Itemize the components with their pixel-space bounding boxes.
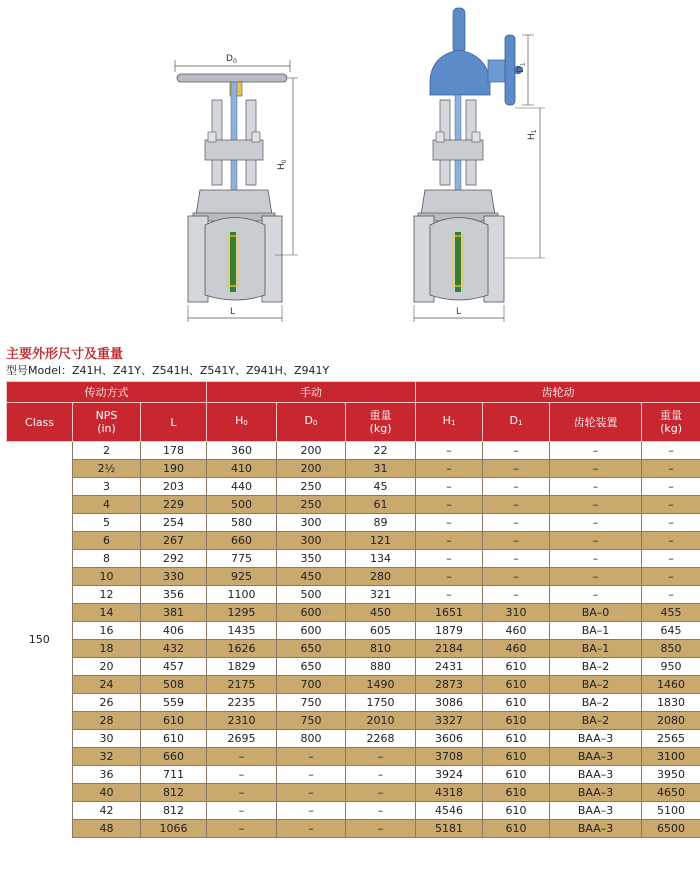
cell-weight-gear: 455 xyxy=(642,604,700,622)
cell-d1: – xyxy=(483,532,550,550)
cell-weight-gear: – xyxy=(642,442,700,460)
cell-weight-manual: 45 xyxy=(346,478,416,496)
cell-d0: – xyxy=(277,784,346,802)
group-header-drive: 传动方式 xyxy=(7,382,207,403)
cell-gear-device: – xyxy=(550,568,642,586)
cell-d0: 600 xyxy=(277,604,346,622)
cell-h1: 4546 xyxy=(416,802,483,820)
cell-l: 508 xyxy=(141,676,207,694)
col-header-d1-letter: D xyxy=(509,414,519,427)
cell-gear-device: BA–2 xyxy=(550,712,642,730)
cell-h1: – xyxy=(416,586,483,604)
cell-h1: 4318 xyxy=(416,784,483,802)
cell-gear-device: BAA–3 xyxy=(550,748,642,766)
cell-h0: 2175 xyxy=(207,676,277,694)
cell-weight-gear: 3950 xyxy=(642,766,700,784)
cell-h1: 2431 xyxy=(416,658,483,676)
col-header-h1-letter: H xyxy=(442,414,451,427)
cell-nps: 18 xyxy=(73,640,141,658)
cell-h1: – xyxy=(416,478,483,496)
cell-h1: 3924 xyxy=(416,766,483,784)
cell-h0: 925 xyxy=(207,568,277,586)
cell-d0: – xyxy=(277,766,346,784)
cell-l: 559 xyxy=(141,694,207,712)
cell-weight-manual: 22 xyxy=(346,442,416,460)
table-row xyxy=(7,640,700,658)
table-row xyxy=(7,496,700,514)
manual-valve-drawing xyxy=(175,54,298,322)
cell-h0: 660 xyxy=(207,532,277,550)
cell-weight-gear: 950 xyxy=(642,658,700,676)
cell-d0: 650 xyxy=(277,658,346,676)
cell-weight-manual: – xyxy=(346,802,416,820)
cell-d1: – xyxy=(483,550,550,568)
cell-weight-manual: 880 xyxy=(346,658,416,676)
cell-h1: – xyxy=(416,514,483,532)
cell-d1: 610 xyxy=(483,820,550,838)
cell-gear-device: BAA–3 xyxy=(550,730,642,748)
cell-h0: 1295 xyxy=(207,604,277,622)
table-row xyxy=(7,784,700,802)
cell-l: 660 xyxy=(141,748,207,766)
table-row xyxy=(7,820,700,838)
cell-d1: 610 xyxy=(483,784,550,802)
cell-h1: 1879 xyxy=(416,622,483,640)
cell-nps: 5 xyxy=(73,514,141,532)
cell-h0: 440 xyxy=(207,478,277,496)
table-row xyxy=(7,676,700,694)
table-row xyxy=(7,550,700,568)
cell-weight-manual: – xyxy=(346,784,416,802)
l-label-gear: L xyxy=(456,307,462,317)
cell-d1: 610 xyxy=(483,694,550,712)
cell-h1: – xyxy=(416,568,483,586)
cell-l: 254 xyxy=(141,514,207,532)
cell-nps: 8 xyxy=(73,550,141,568)
cell-nps: 16 xyxy=(73,622,141,640)
cell-h0: – xyxy=(207,802,277,820)
cell-gear-device: – xyxy=(550,496,642,514)
cell-nps: 40 xyxy=(73,784,141,802)
cell-d1: – xyxy=(483,568,550,586)
cell-weight-gear: – xyxy=(642,460,700,478)
cell-nps: 36 xyxy=(73,766,141,784)
h1-label: $H_1$ xyxy=(527,129,538,140)
cell-h0: 1626 xyxy=(207,640,277,658)
table-row xyxy=(7,604,700,622)
cell-nps: 48 xyxy=(73,820,141,838)
col-header-class: Class xyxy=(7,403,73,442)
table-body xyxy=(7,442,700,838)
col-header-weight-label: 重量 xyxy=(369,409,392,422)
cell-h1: – xyxy=(416,532,483,550)
cell-nps: 32 xyxy=(73,748,141,766)
col-header-h0-sub: 0 xyxy=(243,419,248,427)
section-title: 主要外形尺寸及重量 xyxy=(6,347,124,362)
cell-l: 711 xyxy=(141,766,207,784)
cell-d0: 750 xyxy=(277,694,346,712)
table-row xyxy=(7,478,700,496)
cell-d1: – xyxy=(483,496,550,514)
cell-weight-manual: 31 xyxy=(346,460,416,478)
cell-weight-gear: – xyxy=(642,514,700,532)
cell-gear-device: BAA–3 xyxy=(550,820,642,838)
cell-h1: – xyxy=(416,442,483,460)
cell-weight-gear: 4650 xyxy=(642,784,700,802)
table-row xyxy=(7,694,700,712)
cell-h1: 2184 xyxy=(416,640,483,658)
cell-d1: – xyxy=(483,442,550,460)
cell-l: 610 xyxy=(141,712,207,730)
cell-l: 1066 xyxy=(141,820,207,838)
cell-h1: 2873 xyxy=(416,676,483,694)
cell-gear-device: BAA–3 xyxy=(550,766,642,784)
cell-weight-gear: 2565 xyxy=(642,730,700,748)
cell-gear-device: – xyxy=(550,586,642,604)
col-header-weight2-unit: (kg) xyxy=(660,422,682,435)
cell-l: 381 xyxy=(141,604,207,622)
cell-gear-device: – xyxy=(550,514,642,532)
cell-h1: 1651 xyxy=(416,604,483,622)
valve-drawings xyxy=(0,0,700,330)
cell-h0: – xyxy=(207,748,277,766)
model-line: 型号Model：Z41H、Z41Y、Z541H、Z541Y、Z941H、Z941Y xyxy=(6,364,330,377)
table-row xyxy=(7,442,700,460)
cell-d0: 250 xyxy=(277,496,346,514)
cell-d1: – xyxy=(483,514,550,532)
cell-gear-device: BA–2 xyxy=(550,676,642,694)
col-header-h1 xyxy=(416,403,483,442)
cell-l: 356 xyxy=(141,586,207,604)
cell-gear-device: – xyxy=(550,550,642,568)
cell-gear-device: BA–2 xyxy=(550,694,642,712)
col-header-h1-sub: 1 xyxy=(450,419,456,427)
cell-weight-manual: 605 xyxy=(346,622,416,640)
cell-h0: 775 xyxy=(207,550,277,568)
cell-h1: – xyxy=(416,550,483,568)
cell-l: 292 xyxy=(141,550,207,568)
col-header-h0-letter: H xyxy=(235,414,244,427)
col-header-d1-sub: 1 xyxy=(518,419,523,427)
cell-weight-gear: – xyxy=(642,568,700,586)
cell-weight-gear: 850 xyxy=(642,640,700,658)
cell-d0: 300 xyxy=(277,532,346,550)
cell-weight-manual: 1490 xyxy=(346,676,416,694)
table-row xyxy=(7,712,700,730)
cell-h1: 3327 xyxy=(416,712,483,730)
table-row xyxy=(7,766,700,784)
cell-d0: – xyxy=(277,802,346,820)
cell-l: 457 xyxy=(141,658,207,676)
cell-d1: 610 xyxy=(483,802,550,820)
cell-l: 267 xyxy=(141,532,207,550)
cell-gear-device: – xyxy=(550,532,642,550)
cell-h1: 3606 xyxy=(416,730,483,748)
col-header-weight-gear xyxy=(642,403,700,442)
cell-l: 432 xyxy=(141,640,207,658)
cell-weight-gear: – xyxy=(642,532,700,550)
d1-label: $D_1$ xyxy=(516,62,527,73)
table-row xyxy=(7,730,700,748)
cell-l: 812 xyxy=(141,784,207,802)
col-header-nps xyxy=(73,403,141,442)
cell-d1: 610 xyxy=(483,748,550,766)
cell-nps: 14 xyxy=(73,604,141,622)
cell-weight-gear: – xyxy=(642,586,700,604)
cell-l: 330 xyxy=(141,568,207,586)
cell-l: 229 xyxy=(141,496,207,514)
cell-gear-device: BA–2 xyxy=(550,658,642,676)
cell-weight-manual: – xyxy=(346,766,416,784)
col-header-d1 xyxy=(483,403,550,442)
cell-l: 406 xyxy=(141,622,207,640)
cell-h0: 580 xyxy=(207,514,277,532)
d0-label: $D_0$ xyxy=(226,54,237,65)
col-header-d0-sub: 0 xyxy=(313,419,318,427)
cell-d1: 610 xyxy=(483,730,550,748)
table-row xyxy=(7,514,700,532)
cell-h0: 2310 xyxy=(207,712,277,730)
cell-weight-manual: 280 xyxy=(346,568,416,586)
table-row xyxy=(7,568,700,586)
cell-d1: 310 xyxy=(483,604,550,622)
cell-nps: 30 xyxy=(73,730,141,748)
cell-weight-gear: 1460 xyxy=(642,676,700,694)
valve-drawings-svg xyxy=(0,0,700,330)
cell-h0: 500 xyxy=(207,496,277,514)
cell-weight-manual: 2268 xyxy=(346,730,416,748)
col-header-nps-unit: (in) xyxy=(97,422,116,435)
cell-d0: 700 xyxy=(277,676,346,694)
cell-d1: – xyxy=(483,478,550,496)
cell-l: 190 xyxy=(141,460,207,478)
cell-weight-manual: 89 xyxy=(346,514,416,532)
cell-d0: 800 xyxy=(277,730,346,748)
cell-weight-manual: 321 xyxy=(346,586,416,604)
col-header-weight2-label: 重量 xyxy=(660,409,683,422)
col-header-nps-label: NPS xyxy=(95,409,118,422)
cell-weight-manual: 121 xyxy=(346,532,416,550)
cell-d1: 460 xyxy=(483,640,550,658)
cell-d1: 610 xyxy=(483,766,550,784)
table-row xyxy=(7,802,700,820)
table-row xyxy=(7,586,700,604)
cell-h0: – xyxy=(207,820,277,838)
cell-l: 203 xyxy=(141,478,207,496)
cell-weight-manual: – xyxy=(346,820,416,838)
cell-nps: 2½ xyxy=(73,460,141,478)
cell-gear-device: BA–1 xyxy=(550,640,642,658)
table-row xyxy=(7,622,700,640)
cell-d0: 300 xyxy=(277,514,346,532)
cell-gear-device: BA–0 xyxy=(550,604,642,622)
cell-nps: 42 xyxy=(73,802,141,820)
cell-d0: – xyxy=(277,748,346,766)
cell-l: 178 xyxy=(141,442,207,460)
cell-gear-device: BA–1 xyxy=(550,622,642,640)
cell-gear-device: – xyxy=(550,478,642,496)
cell-weight-manual: 810 xyxy=(346,640,416,658)
cell-d0: 450 xyxy=(277,568,346,586)
cell-weight-manual: 450 xyxy=(346,604,416,622)
cell-gear-device: – xyxy=(550,460,642,478)
cell-h0: 2695 xyxy=(207,730,277,748)
cell-h1: 5181 xyxy=(416,820,483,838)
table-row xyxy=(7,532,700,550)
cell-l: 610 xyxy=(141,730,207,748)
cell-h0: – xyxy=(207,784,277,802)
cell-gear-device: BAA–3 xyxy=(550,802,642,820)
table-row xyxy=(7,658,700,676)
cell-d1: 610 xyxy=(483,676,550,694)
cell-weight-gear: – xyxy=(642,550,700,568)
cell-d1: 610 xyxy=(483,658,550,676)
cell-h0: 410 xyxy=(207,460,277,478)
h0-label: $H_0$ xyxy=(277,159,288,170)
cell-d0: 200 xyxy=(277,460,346,478)
cell-nps: 4 xyxy=(73,496,141,514)
cell-d1: 460 xyxy=(483,622,550,640)
cell-weight-gear: – xyxy=(642,496,700,514)
cell-d1: – xyxy=(483,460,550,478)
cell-nps: 10 xyxy=(73,568,141,586)
table-row xyxy=(7,748,700,766)
col-header-d0-letter: D xyxy=(304,414,313,427)
cell-nps: 26 xyxy=(73,694,141,712)
col-header-h0 xyxy=(207,403,277,442)
table-row xyxy=(7,460,700,478)
cell-weight-gear: – xyxy=(642,478,700,496)
col-header-weight-manual xyxy=(346,403,416,442)
cell-h0: – xyxy=(207,766,277,784)
cell-h1: 3086 xyxy=(416,694,483,712)
cell-d0: 250 xyxy=(277,478,346,496)
cell-nps: 20 xyxy=(73,658,141,676)
cell-nps: 12 xyxy=(73,586,141,604)
cell-weight-manual: 1750 xyxy=(346,694,416,712)
cell-weight-manual: – xyxy=(346,748,416,766)
cell-d1: – xyxy=(483,586,550,604)
cell-d0: 650 xyxy=(277,640,346,658)
cell-d0: 200 xyxy=(277,442,346,460)
cell-weight-manual: 61 xyxy=(346,496,416,514)
cell-d0: 350 xyxy=(277,550,346,568)
cell-h0: 2235 xyxy=(207,694,277,712)
col-header-weight-unit: (kg) xyxy=(369,422,392,435)
cell-d0: 600 xyxy=(277,622,346,640)
cell-weight-gear: 3100 xyxy=(642,748,700,766)
cell-h0: 1435 xyxy=(207,622,277,640)
cell-d0: 500 xyxy=(277,586,346,604)
cell-d1: 610 xyxy=(483,712,550,730)
col-header-l: L xyxy=(141,403,207,442)
cell-nps: 6 xyxy=(73,532,141,550)
cell-gear-device: – xyxy=(550,442,642,460)
cell-h1: – xyxy=(416,460,483,478)
group-header-gear: 齿轮动 xyxy=(416,382,700,403)
cell-l: 812 xyxy=(141,802,207,820)
cell-d0: – xyxy=(277,820,346,838)
col-header-gear-device: 齿轮装置 xyxy=(550,403,642,442)
cell-h0: 1829 xyxy=(207,658,277,676)
cell-nps: 2 xyxy=(73,442,141,460)
cell-h1: 3708 xyxy=(416,748,483,766)
cell-h0: 360 xyxy=(207,442,277,460)
class-cell: 150 xyxy=(7,442,73,838)
cell-weight-gear: 645 xyxy=(642,622,700,640)
cell-weight-gear: 5100 xyxy=(642,802,700,820)
dimensions-weight-table xyxy=(6,381,700,838)
group-header-manual: 手动 xyxy=(207,382,416,403)
cell-weight-manual: 2010 xyxy=(346,712,416,730)
cell-h1: – xyxy=(416,496,483,514)
cell-gear-device: BAA–3 xyxy=(550,784,642,802)
cell-nps: 28 xyxy=(73,712,141,730)
cell-nps: 3 xyxy=(73,478,141,496)
cell-h0: 1100 xyxy=(207,586,277,604)
l-label-manual: L xyxy=(230,307,236,317)
cell-weight-gear: 2080 xyxy=(642,712,700,730)
cell-weight-gear: 6500 xyxy=(642,820,700,838)
gear-valve-drawing xyxy=(414,8,545,322)
cell-nps: 24 xyxy=(73,676,141,694)
cell-weight-gear: 1830 xyxy=(642,694,700,712)
cell-weight-manual: 134 xyxy=(346,550,416,568)
col-header-d0 xyxy=(277,403,346,442)
cell-d0: 750 xyxy=(277,712,346,730)
